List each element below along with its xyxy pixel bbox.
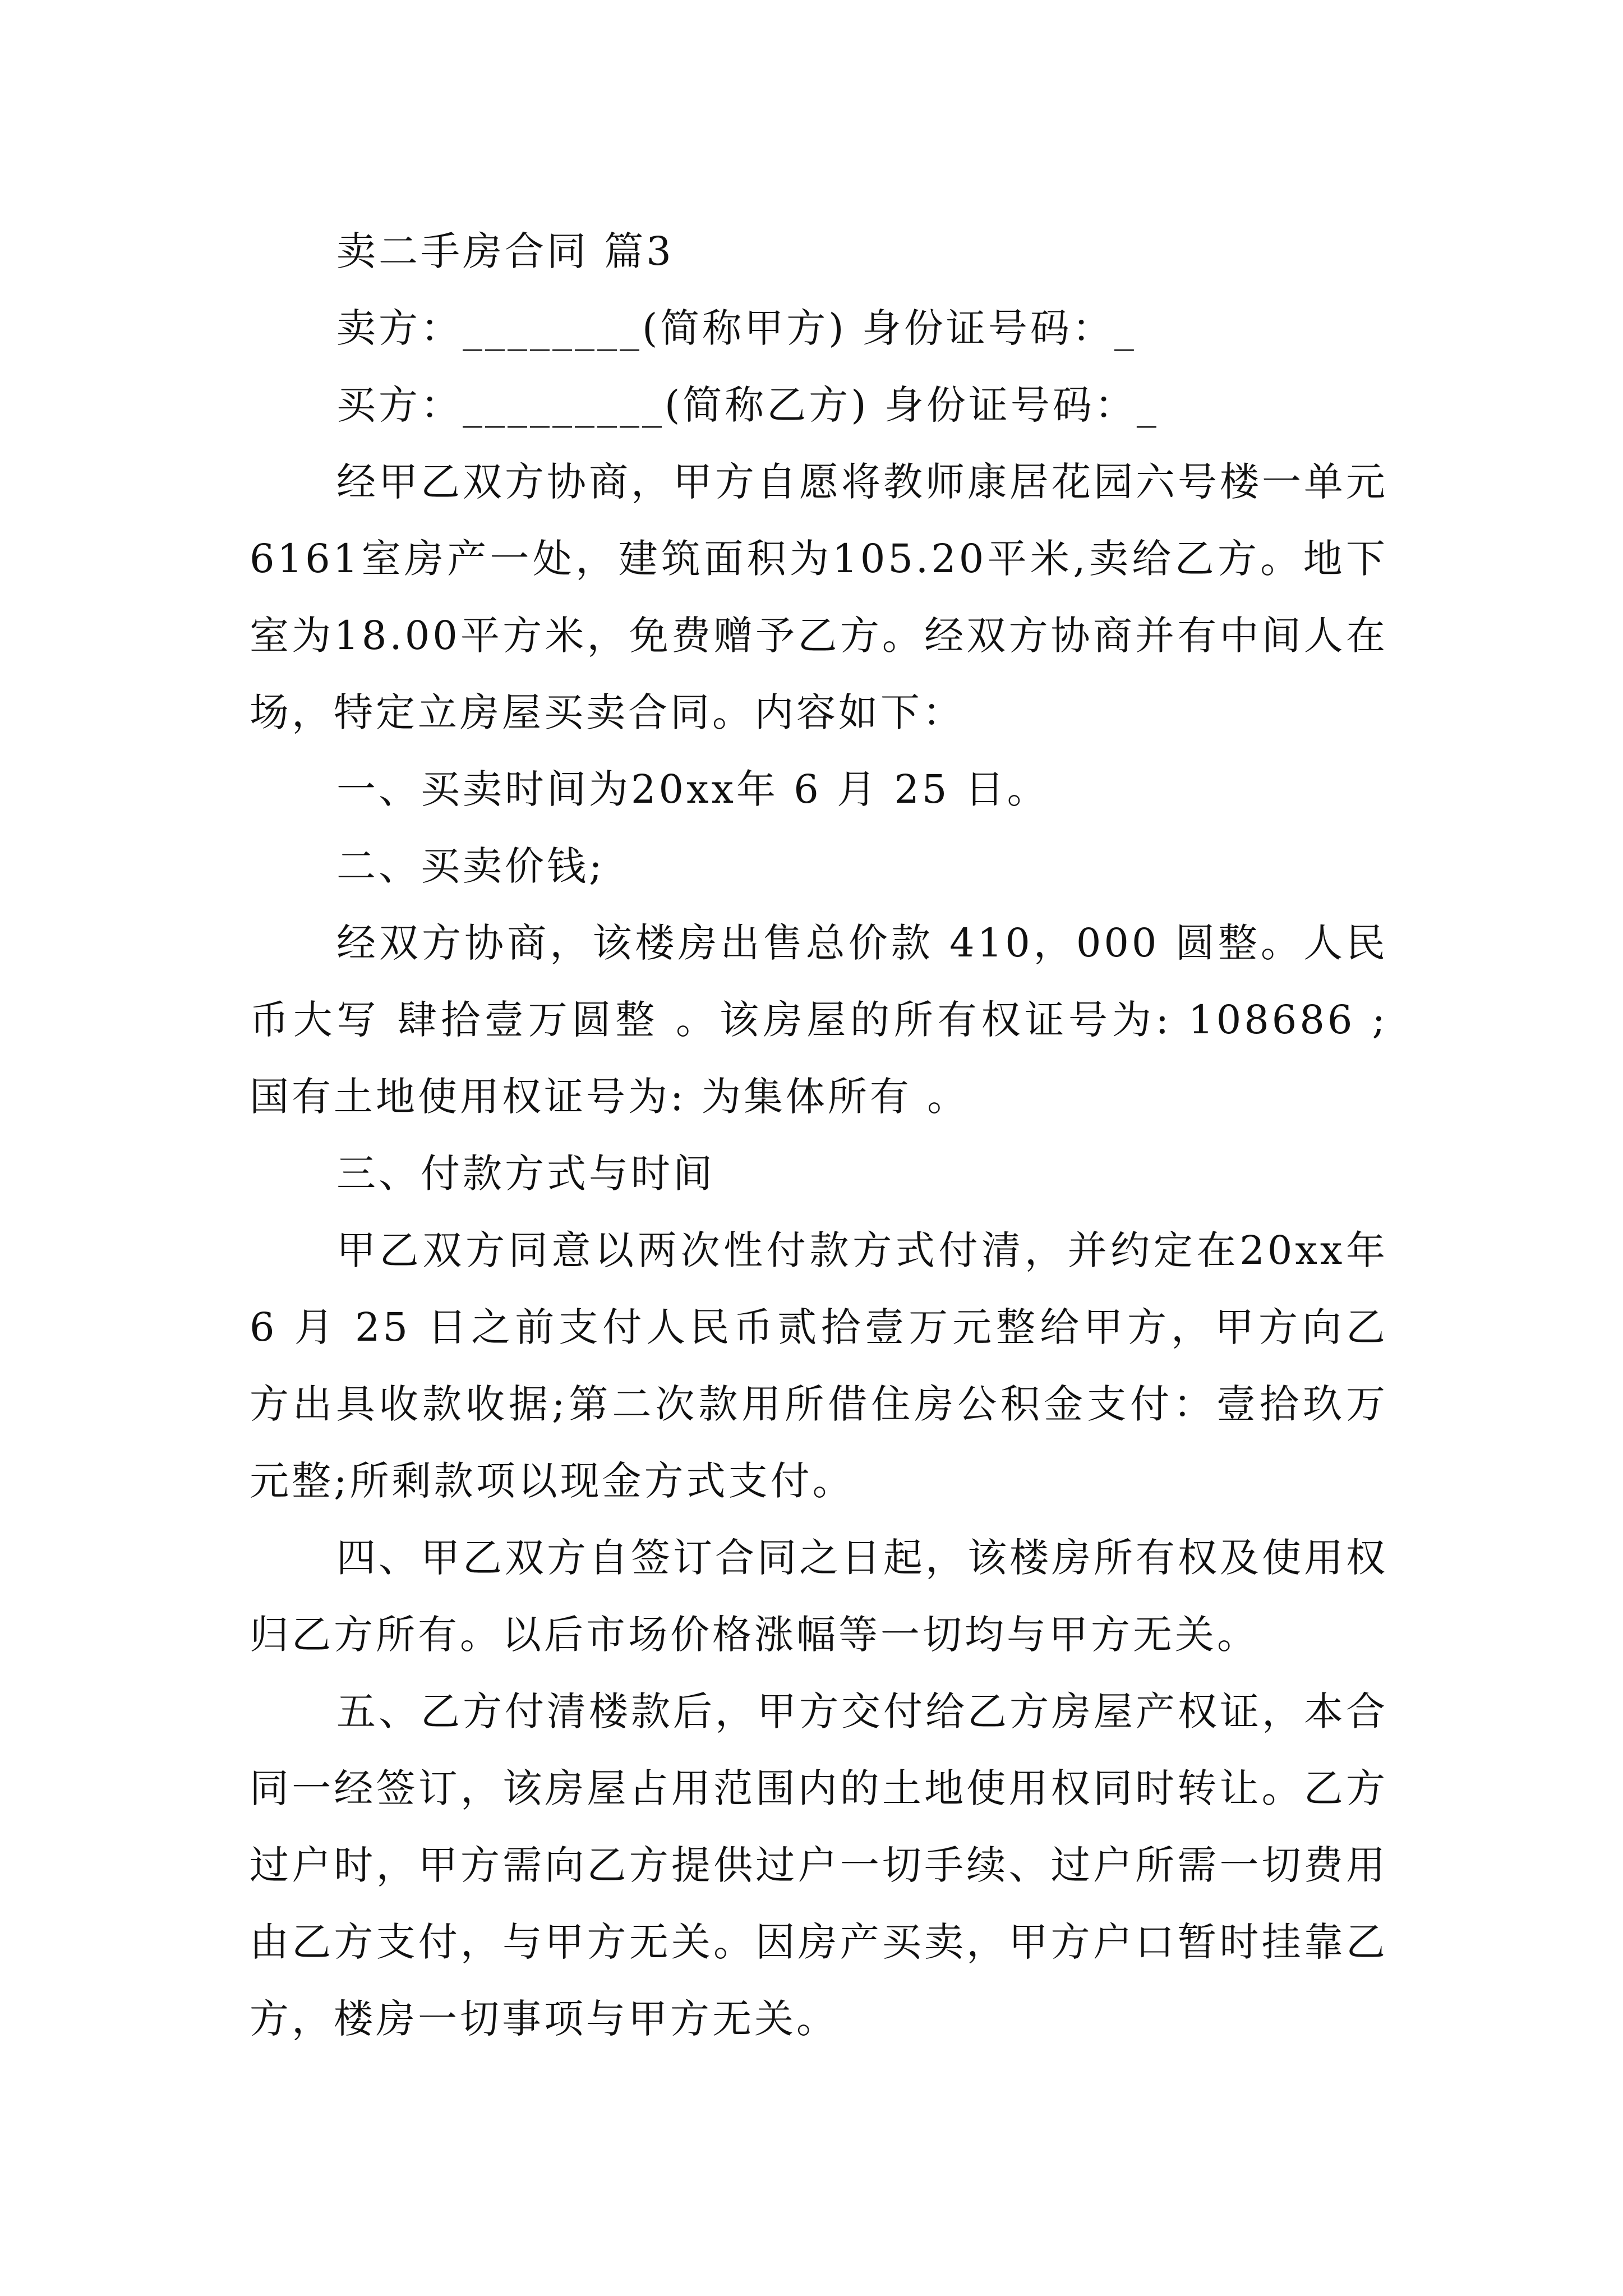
clause-1: 一、买卖时间为20xx年 6 月 25 日。 [336,766,1049,812]
document-title: 卖二手房合同 篇3 [336,228,674,274]
clause-2-body: 经双方协商，该楼房出售总价款 410，000 圆整。人民币大写 肆拾壹万圆整 。该房屋的所有权证号为: 108686 ;国有土地使用权证号为: 为集体所有 。 [250,920,1388,1120]
clause-5: 五、乙方付清楼款后，甲方交付给乙方房屋产权证，本合同一经签订，该房屋占用范围内的土地使用权同时转让。乙方过户时，甲方需向乙方提供过户一切手续、过户所需一切费用由乙方支付，与甲方无关。因房产买卖，甲方户口暂时挂靠乙方，楼房一切事项与甲方无关。 [250,1688,1388,2042]
document-body [250,213,1388,2058]
clause-3-body: 甲乙双方同意以两次性付款方式付清，并约定在20xx年 6 月 25 日之前支付人民币贰拾壹万元整给甲方，甲方向乙方出具收款收据;第二次款用所借住房公积金支付：壹拾玖万元整;所剩款项以现金方式支付。 [250,1227,1388,1504]
seller-line: 卖方：________(简称甲方) 身份证号码：_ [336,305,1137,351]
buyer-line: 买方：_________(简称乙方) 身份证号码：_ [336,382,1159,428]
clause-3-heading: 三、付款方式与时间 [336,1151,715,1197]
clause-4: 四、甲乙双方自签订合同之日起，该楼房所有权及使用权归乙方所有。以后市场价格涨幅等一切均与甲方无关。 [250,1535,1388,1658]
intro-paragraph: 经甲乙双方协商，甲方自愿将教师康居花园六号楼一单元6161室房产一处，建筑面积为105.20平米,卖给乙方。地下室为18.00平方米，免费赠予乙方。经双方协商并有中间人在场，特定立房屋买卖合同。内容如下： [250,459,1388,735]
clause-2-heading: 二、买卖价钱; [336,843,605,889]
